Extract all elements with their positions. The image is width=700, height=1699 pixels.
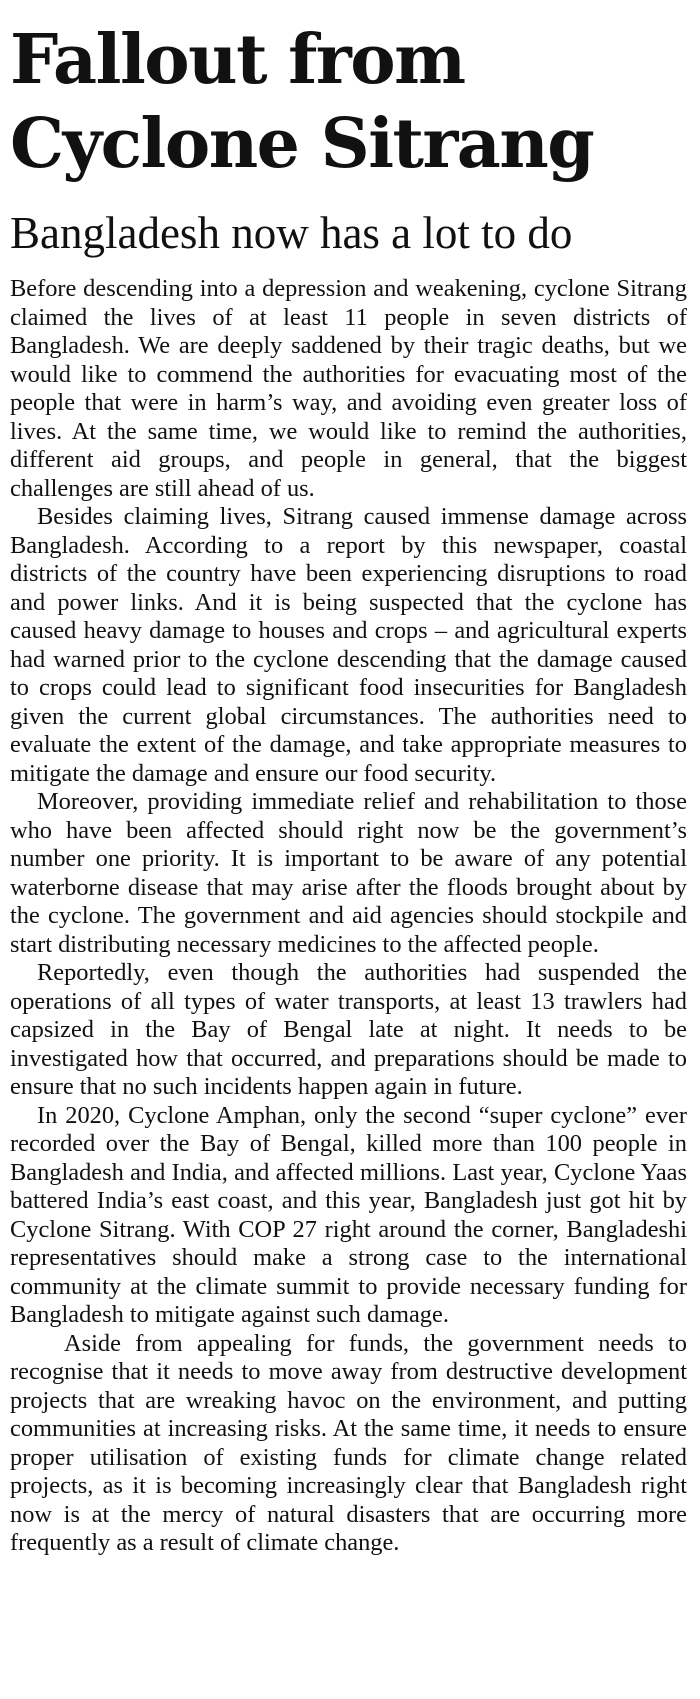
- paragraph: Besides claiming lives, Sitrang caused immense damage across Bangladesh. According to a report by this newspaper, coastal districts of the country have been experiencing disruptions to road and power links. And it is being suspected that the cyclone has caused heavy damage to houses and crops – and agricultural experts had warned prior to the cyclone descending that the damage caused to crops could lead to significant food insecurities for Bangladesh given the current global circumstances. The authorities need to evaluate the extent of the damage, and take appropriate measures to mitigate the damage and ensure our food security.: [10, 503, 687, 787]
- headline-line-1: Fallout from: [10, 20, 465, 100]
- article-body: [10, 275, 687, 1558]
- subheadline: Bangladesh now has a lot to do: [10, 208, 573, 258]
- headline-line-2: Cyclone Sitrang: [10, 104, 594, 184]
- paragraph: Aside from appealing for funds, the government needs to recognise that it needs to move away from destructive development projects that are wreaking havoc on the environment, and putting communities at increasing risks. At the same time, it needs to ensure proper utilisation of existing funds for climate change related projects, as it is becoming increasingly clear that Bangladesh right now is at the mercy of natural disasters that are occurring more frequently as a result of climate change.: [10, 1329, 687, 1556]
- headline: [10, 18, 687, 186]
- paragraph: Moreover, providing immediate relief and rehabilitation to those who have been affected should right now be the government’s number one priority. It is important to be aware of any potential waterborne disease that may arise after the floods brought about by the cyclone. The government and aid agencies should stockpile and start distributing necessary medicines to the affected people.: [10, 788, 687, 958]
- paragraph: In 2020, Cyclone Amphan, only the second “super cyclone” ever recorded over the Bay of Bengal, killed more than 100 people in Bangladesh and India, and affected millions. Last year, Cyclone Yaas battered India’s east coast, and this year, Bangladesh just got hit by Cyclone Sitrang. With COP 27 right around the corner, Bangladeshi representatives should make a strong case to the international community at the climate summit to provide necessary funding for Bangladesh to mitigate against such damage.: [10, 1101, 687, 1328]
- paragraph: Reportedly, even though the authorities had suspended the operations of all types of water transports, at least 13 trawlers had capsized in the Bay of Bengal late at night. It needs to be investigated how that occurred, and preparations should be made to ensure that no such incidents happen again in future.: [10, 959, 687, 1100]
- paragraph: Before descending into a depression and weakening, cyclone Sitrang claimed the lives of at least 11 people in seven districts of Bangladesh. We are deeply saddened by their tragic deaths, but we would like to commend the authorities for evacuating most of the people that were in harm’s way, and avoiding even greater loss of lives. At the same time, we would like to remind the authorities, different aid groups, and people in general, that the biggest challenges are still ahead of us.: [10, 275, 687, 502]
- editorial-article: [10, 18, 687, 1558]
